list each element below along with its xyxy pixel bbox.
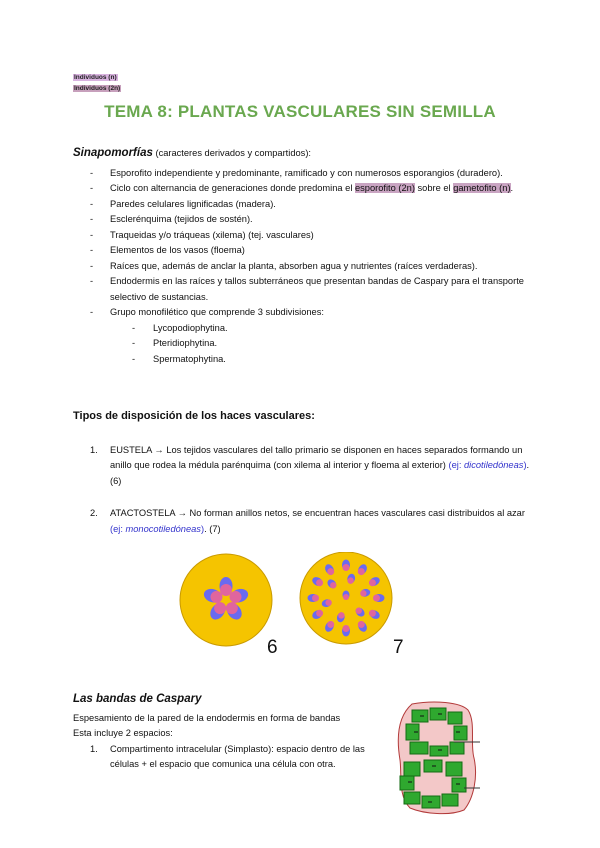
caspary-figure [394,700,480,816]
sinapomorfias-subtitle: (caracteres derivados y compartidos): [152,148,311,158]
caspary-heading: Las bandas de Caspary [73,693,202,705]
sinapomorfias-title: Sinapomorfías [73,147,153,159]
page-title: TEMA 8: PLANTAS VASCULARES SIN SEMILLA [104,102,496,121]
highlight-gametofito: gametofito (n) [453,183,511,193]
group-text: Grupo monofilético que comprende 3 subdivisiones: [110,307,324,317]
eustela-example: dicotiledóneas [463,460,524,470]
eustela-diagram [180,554,272,646]
tipos-section [73,409,540,537]
subdivision-list [110,321,540,368]
list-item: - Paredes celulares lignificadas (madera). [73,197,540,213]
atactostela-example-open: (ej: [110,523,126,534]
figure-label-6: 6 [267,637,278,658]
caspary-item-1 [73,742,375,773]
list-item [73,181,540,197]
list-item [73,305,540,367]
highlight-esporofito: esporofito (2n) [354,183,415,193]
eustela-example-open: (ej: [448,460,464,470]
tipos-heading: Tipos de disposición de los haces vasculares: [73,410,315,422]
item-number: 1. [90,743,98,754]
legend-haploid: Individuos (n) [74,74,117,81]
atactostela-diagram [300,552,392,644]
text: sobre el [414,183,454,193]
caspary-item-1-text: Compartimento intracelular (Simplasto): espacio dentro de las células + el espacio que comunica una célula con otra. [110,743,365,769]
figure-label-7: 7 [393,637,404,658]
atactostela-item [73,506,540,537]
text: Ciclo con alternancia de generaciones donde predomina el [110,183,355,193]
list-item: - Esporofito independiente y predominante, ramificado y con numerosos esporangios (duradero). [73,166,540,182]
text: . [510,183,514,193]
subdivision-item: - Spermatophytina. [110,352,540,368]
eustela-example-close: ) [523,460,527,470]
atactostela-example-close: ) [200,523,205,534]
atactostela-text: ATACTOSTELA → No forman anillos netos, se encuentran haces vasculares casi distribuidos al azar [110,508,525,518]
list-item: - Elementos de los vasos (floema) [73,243,540,259]
list-item: - Raíces que, además de anclar la planta, absorben agua y nutrientes (raíces verdaderas). [73,259,540,275]
sinapomorfias-list [73,166,540,368]
subdivision-item: - Lycopodiophytina. [110,321,540,337]
caspary-line1: Espesamiento de la pared de la endodermis en forma de bandas [73,712,341,723]
subdivision-item: - Pteridiophytina. [110,336,540,352]
eustela-item [73,443,540,490]
eustela-ref: . (6) [110,460,530,486]
sinapomorfias-heading [73,146,540,162]
legend-diploid: Individuos (2n) [74,85,121,92]
eustela-text: EUSTELA → Los tejidos vasculares del tallo primario se disponen en haces separados formando un anillo que rodea la médula parénquima (con xilema al interior y floema al exterior) [110,444,523,470]
item-number: 1. [90,444,98,455]
caspary-line2: Esta incluye 2 espacios: [73,728,173,738]
list-item: - Traqueidas y/o tráqueas (xilema) (tej. vasculares) [73,228,540,244]
list-item: - Esclerénquima (tejidos de sostén). [73,212,540,228]
list-item: - Endodermis en las raíces y tallos subterráneos que presentan bandas de Caspary para el transporte selectivo de sustancias. [73,274,540,305]
caspary-section [73,692,375,773]
item-number: 2. [90,508,98,518]
atactostela-example: monocotiledóneas [125,523,201,534]
atactostela-ref: . (7) [204,523,221,534]
sinapomorfias-section [73,146,540,367]
